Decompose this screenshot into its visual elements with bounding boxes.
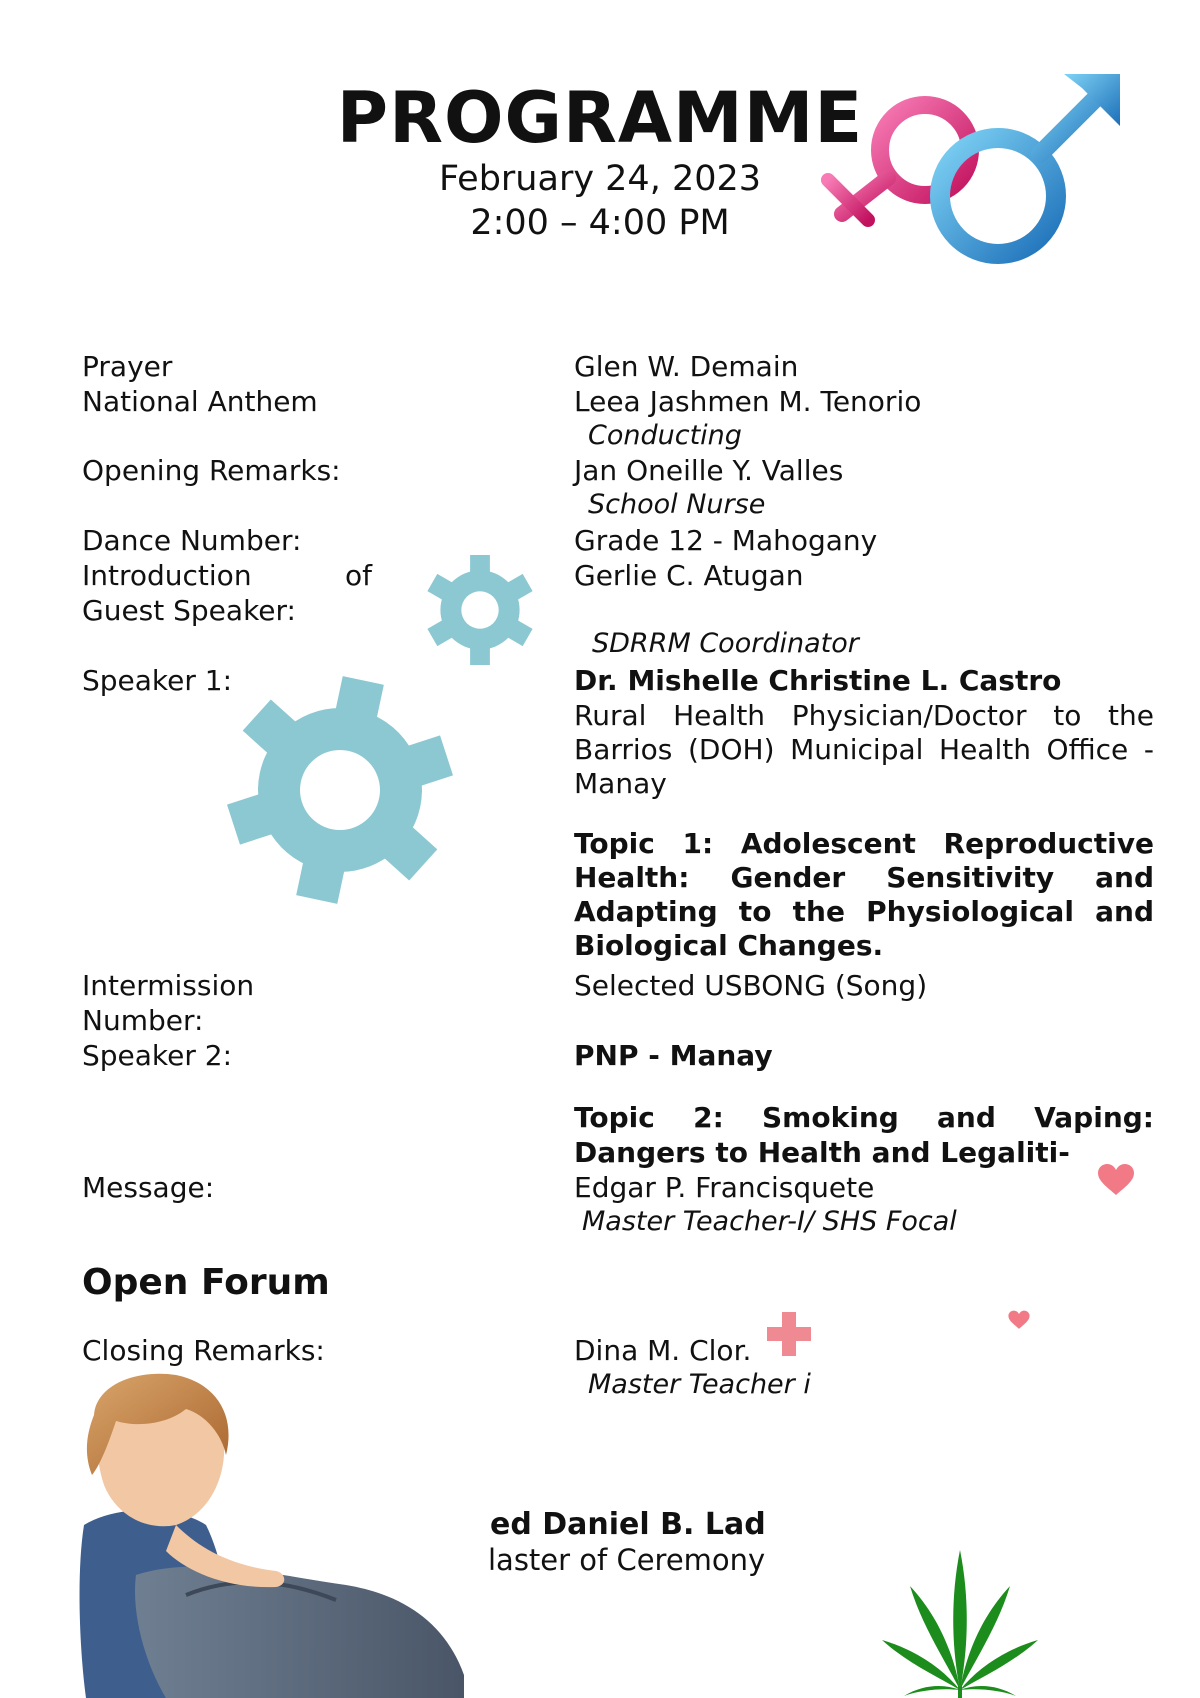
- cannabis-leaf-icon: [880, 1550, 1040, 1698]
- prayer-name: Glen W. Demain: [574, 350, 799, 383]
- speaker1-label: Speaker 1:: [82, 664, 233, 697]
- anthem-name: Leea Jashmen M. Tenorio: [574, 385, 922, 418]
- speaker1-title: Rural Health Physician/Doctor to the Barrios (DOH) Municipal Health Office - Manay: [574, 699, 1154, 800]
- intro-label-of: of: [345, 559, 372, 592]
- topic2-line2: Dangers to Health and Legaliti-: [574, 1136, 1070, 1169]
- speaker2-name: PNP - Manay: [574, 1039, 773, 1072]
- emcee-name: ed Daniel B. Lad: [490, 1507, 766, 1542]
- intro-role: SDRRM Coordinator: [592, 628, 859, 659]
- intermission-name: Selected USBONG (Song): [574, 969, 928, 1002]
- anthem-role: Conducting: [588, 420, 742, 451]
- dance-label: Dance Number:: [82, 524, 302, 557]
- opening-name: Jan Oneille Y. Valles: [574, 454, 844, 487]
- gender-symbols-image: [820, 70, 1150, 270]
- topic2-line1: Topic 2: Smoking and Vaping:: [574, 1101, 1154, 1134]
- closing-label: Closing Remarks:: [82, 1334, 325, 1367]
- intro-name: Gerlie C. Atugan: [574, 559, 804, 592]
- event-time: 2:00 – 4:00 PM: [470, 203, 730, 243]
- emcee-role: laster of Ceremony: [488, 1543, 766, 1577]
- intermission-label-line2: Number:: [82, 1004, 204, 1037]
- speaker2-label: Speaker 2:: [82, 1039, 233, 1072]
- opening-role: School Nurse: [588, 489, 766, 520]
- message-label: Message:: [82, 1171, 215, 1204]
- small-gear-icon: [425, 555, 535, 665]
- message-role: Master Teacher-I/ SHS Focal: [582, 1206, 957, 1237]
- heart-icon: [1097, 1163, 1135, 1197]
- child-photo: [76, 1375, 466, 1698]
- intermission-label-line1: Intermission: [82, 969, 255, 1002]
- dance-name: Grade 12 - Mahogany: [574, 524, 878, 557]
- speaker1-name: Dr. Mishelle Christine L. Castro: [574, 664, 1062, 697]
- page-title: PROGRAMME: [336, 77, 864, 159]
- anthem-label: National Anthem: [82, 385, 318, 418]
- small-heart-icon: [1007, 1310, 1031, 1330]
- prayer-label: Prayer: [82, 350, 173, 383]
- topic1-text: Topic 1: Adolescent Reproductive Health: Gender Sensitivity and Adapting to the Physiological and Biological Changes.: [574, 827, 1154, 962]
- event-date: February 24, 2023: [438, 159, 762, 199]
- open-forum-heading: Open Forum: [82, 1262, 330, 1303]
- opening-label: Opening Remarks:: [82, 454, 341, 487]
- intro-label-line2: Guest Speaker:: [82, 594, 296, 627]
- closing-name: Dina M. Clor.: [574, 1334, 752, 1367]
- message-name: Edgar P. Francisquete: [574, 1171, 875, 1204]
- closing-role: Master Teacher i: [588, 1369, 811, 1400]
- intro-label-line1: Introduction: [82, 559, 252, 592]
- medical-cross-icon: [767, 1312, 811, 1356]
- large-gear-icon: [225, 675, 455, 905]
